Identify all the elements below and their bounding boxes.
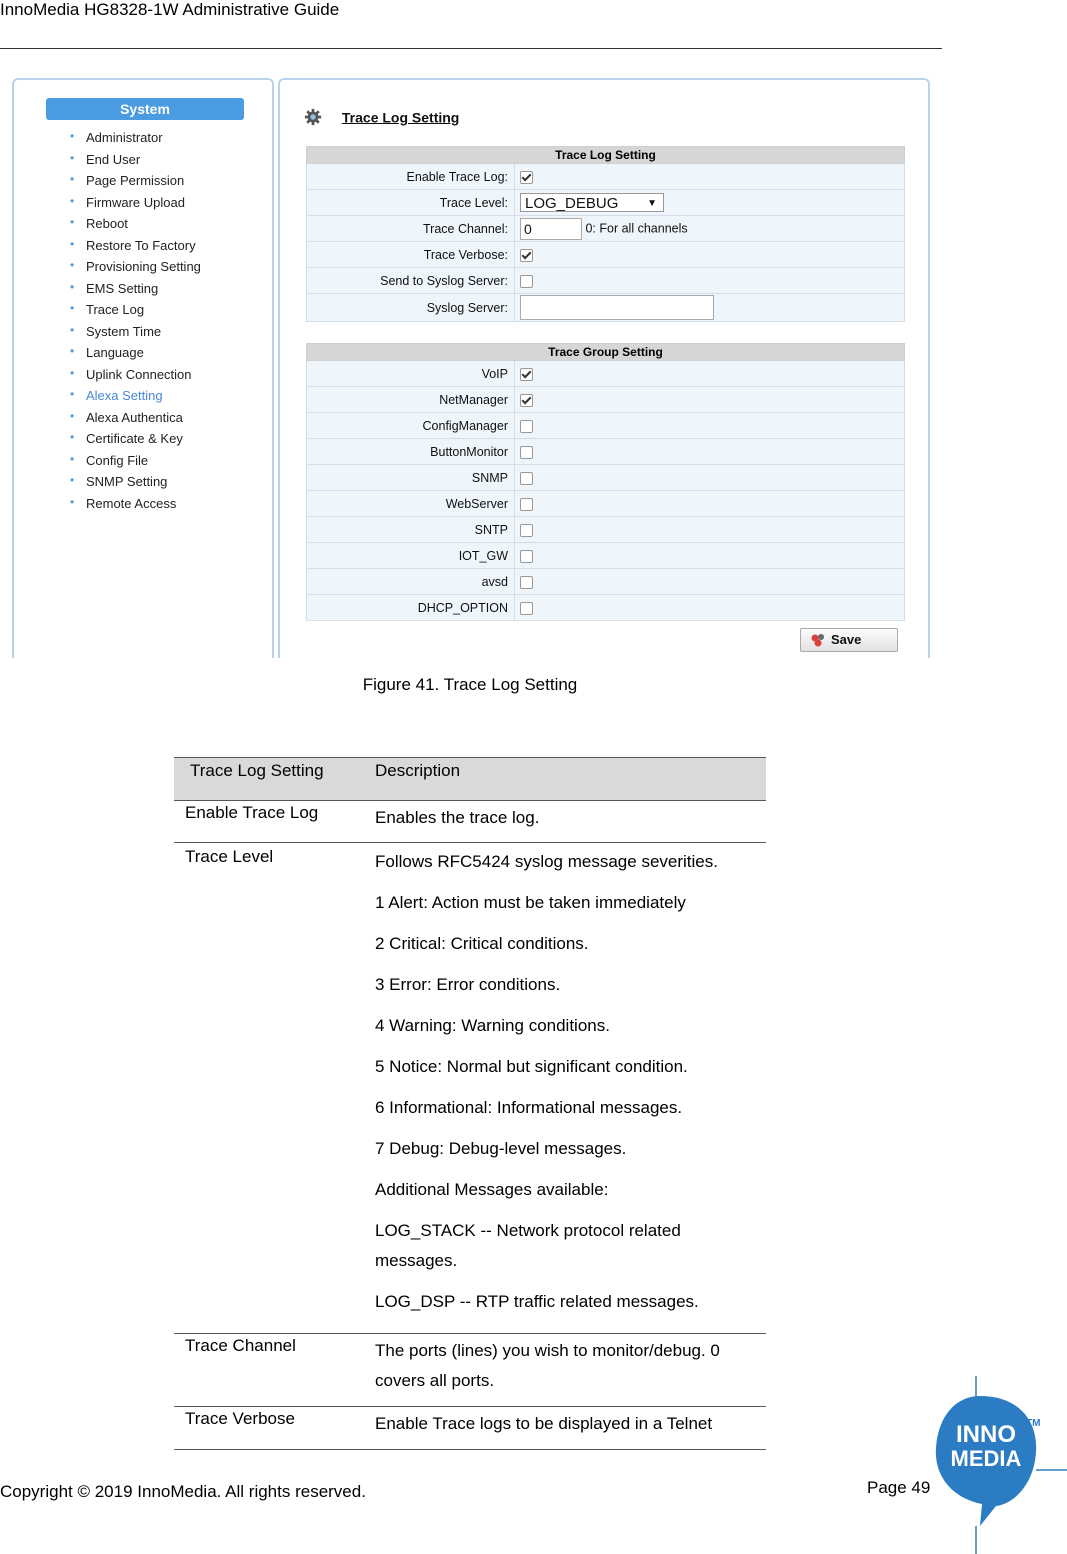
sidebar-item-snmp-setting[interactable]: • SNMP Setting [70, 471, 201, 493]
enable-trace-checkbox[interactable] [520, 171, 533, 184]
sidebar-item-reboot[interactable]: • Reboot [70, 213, 201, 235]
sidebar-title: System [46, 98, 244, 120]
description-line: Follows RFC5424 syslog message severities. [375, 852, 718, 871]
copyright-footer: Copyright © 2019 InnoMedia. All rights reserved. [0, 1482, 366, 1501]
row-setting-name: Trace Channel [185, 1336, 296, 1355]
group-checkbox-voip[interactable] [520, 368, 533, 381]
sidebar-item-provisioning[interactable]: • Provisioning Setting [70, 256, 201, 278]
group-checkbox-dhcp-option[interactable] [520, 602, 533, 615]
description-line: 1 Alert: Action must be taken immediately [375, 893, 686, 912]
trace-log-section-heading: Trace Log Setting [307, 147, 905, 164]
table-row [174, 1407, 766, 1450]
group-label-sntp: SNTP [307, 517, 515, 543]
row-description [375, 843, 766, 1317]
trace-verbose-checkbox[interactable] [520, 249, 533, 262]
description-line: The ports (lines) you wish to monitor/debug. 0 covers all ports. [375, 1341, 720, 1390]
screenshot-figure [12, 78, 932, 658]
syslog-server-input[interactable] [520, 295, 714, 320]
logo-line1: INNO [956, 1421, 1016, 1448]
trace-group-table [306, 343, 905, 621]
innomedia-logo [930, 1376, 1067, 1554]
description-line: 6 Informational: Informational messages. [375, 1098, 683, 1117]
sidebar-item-alexa-authentica[interactable]: • Alexa Authentica [70, 407, 201, 429]
group-label-configmanager: ConfigManager [307, 413, 515, 439]
dropdown-arrow-icon: ▼ [647, 198, 657, 209]
page-title [304, 108, 459, 126]
sidebar-item-system-time[interactable]: • System Time [70, 321, 201, 343]
group-checkbox-webserver[interactable] [520, 498, 533, 511]
syslog-send-checkbox[interactable] [520, 275, 533, 288]
description-line: 2 Critical: Critical conditions. [375, 934, 589, 953]
row-setting-name: Trace Verbose [185, 1409, 295, 1428]
sidebar-item-uplink-connection[interactable]: • Uplink Connection [70, 364, 201, 386]
sidebar-item-page-permission[interactable]: • Page Permission [70, 170, 201, 192]
group-checkbox-sntp[interactable] [520, 524, 533, 537]
group-label-buttonmonitor: ButtonMonitor [307, 439, 515, 465]
sidebar-menu [70, 127, 201, 514]
sidebar-item-administrator[interactable]: • Administrator [70, 127, 201, 149]
sidebar-item-alexa-setting[interactable]: • Alexa Setting [70, 385, 201, 407]
sidebar-item-trace-log[interactable]: • Trace Log [70, 299, 201, 321]
table-row [174, 801, 766, 843]
trace-channel-hint: 0: For all channels [585, 220, 688, 235]
group-checkbox-avsd[interactable] [520, 576, 533, 589]
table-header-row [174, 757, 766, 801]
row-setting-name: Enable Trace Log [185, 803, 319, 822]
save-button[interactable] [800, 628, 898, 652]
syslog-send-label: Send to Syslog Server: [307, 268, 515, 294]
trace-level-value: LOG_DEBUG [525, 195, 619, 212]
group-label-dhcp-option: DHCP_OPTION [307, 595, 515, 621]
page-title-text: Trace Log Setting [341, 109, 460, 126]
trace-verbose-label: Trace Verbose: [307, 242, 515, 268]
description-line: 5 Notice: Normal but significant condition. [375, 1057, 688, 1076]
group-checkbox-configmanager[interactable] [520, 420, 533, 433]
group-label-avsd: avsd [307, 569, 515, 595]
group-checkbox-snmp[interactable] [520, 472, 533, 485]
group-label-voip: VoIP [307, 361, 515, 387]
gear-icon [304, 108, 322, 126]
header-setting: Trace Log Setting [190, 761, 324, 780]
trace-channel-input[interactable]: 0 [520, 218, 582, 240]
sidebar-item-language[interactable]: • Language [70, 342, 201, 364]
logo-line2: MEDIA [950, 1446, 1022, 1471]
sidebar-item-end-user[interactable]: • End User [70, 149, 201, 171]
description-line: Enable Trace logs to be displayed in a Telnet [375, 1414, 713, 1433]
sidebar-panel [12, 78, 274, 658]
sidebar-item-remote-access[interactable]: • Remote Access [70, 493, 201, 515]
group-label-netmanager: NetManager [307, 387, 515, 413]
sidebar-item-certificate-key[interactable]: • Certificate & Key [70, 428, 201, 450]
document-header: InnoMedia HG8328-1W Administrative Guide [0, 0, 340, 19]
trace-channel-label: Trace Channel: [307, 216, 515, 242]
description-line: LOG_DSP -- RTP traffic related messages. [375, 1292, 699, 1311]
group-checkbox-iot-gw[interactable] [520, 550, 533, 563]
row-setting-name: Trace Level [185, 847, 274, 866]
trace-level-select[interactable] [520, 193, 664, 212]
header-description: Description [375, 761, 461, 780]
content-panel [278, 78, 930, 658]
sidebar-item-config-file[interactable]: • Config File [70, 450, 201, 472]
trace-log-table [306, 146, 905, 322]
description-line: 7 Debug: Debug-level messages. [375, 1139, 627, 1158]
header-divider [0, 48, 942, 49]
description-line: Additional Messages available: [375, 1180, 609, 1199]
trace-group-section-heading: Trace Group Setting [307, 344, 905, 361]
table-row [174, 1334, 766, 1407]
group-checkbox-netmanager[interactable] [520, 394, 533, 407]
enable-trace-label: Enable Trace Log: [307, 164, 515, 190]
group-checkbox-buttonmonitor[interactable] [520, 446, 533, 459]
description-table [174, 757, 766, 1450]
save-icon [810, 633, 826, 647]
description-line: 3 Error: Error conditions. [375, 975, 561, 994]
sidebar-item-ems-setting[interactable]: • EMS Setting [70, 278, 201, 300]
sidebar-item-restore-factory[interactable]: • Restore To Factory [70, 235, 201, 257]
row-description [375, 1334, 760, 1396]
description-line: Enables the trace log. [375, 808, 540, 827]
description-line: LOG_STACK -- Network protocol related messages. [375, 1221, 681, 1270]
sidebar-item-firmware-upload[interactable]: • Firmware Upload [70, 192, 201, 214]
group-label-iot-gw: IOT_GW [307, 543, 515, 569]
save-button-label: Save [831, 632, 862, 647]
row-description [375, 801, 766, 833]
figure-caption: Figure 41. Trace Log Setting [362, 675, 578, 694]
syslog-server-label: Syslog Server: [307, 294, 515, 322]
trace-level-label: Trace Level: [307, 190, 515, 216]
description-line: 4 Warning: Warning conditions. [375, 1016, 610, 1035]
page-number: Page 49 [867, 1478, 931, 1497]
group-label-snmp: SNMP [307, 465, 515, 491]
row-description [375, 1407, 766, 1439]
table-row [174, 843, 766, 1334]
logo-tm: TM [1026, 1418, 1041, 1429]
group-label-webserver: WebServer [307, 491, 515, 517]
